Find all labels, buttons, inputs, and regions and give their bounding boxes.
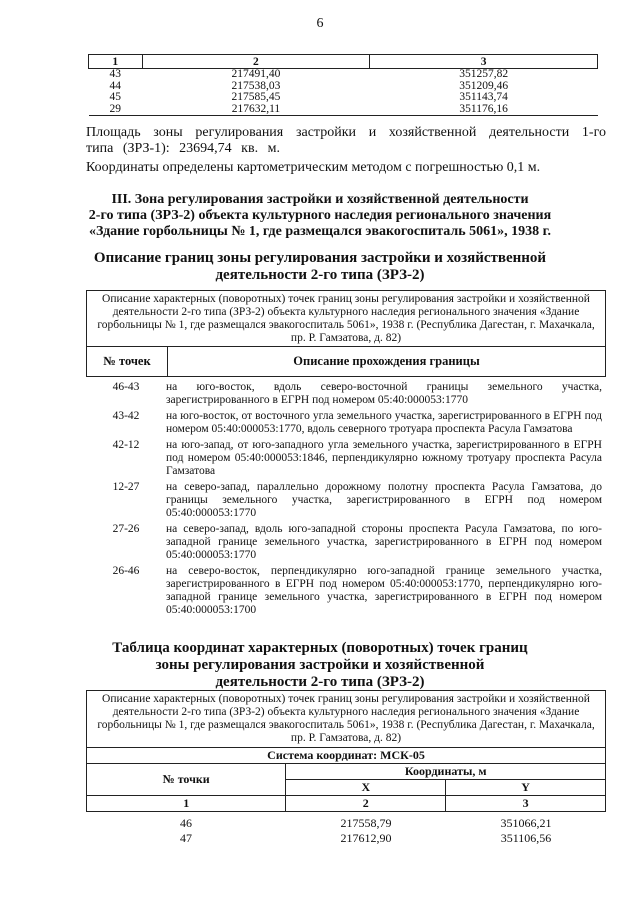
list-item — [86, 565, 606, 617]
segment-description: на северо-запад, вдоль юго-западной стороны проспекта Расула Гамзатова, по юго-западной границе земельного участка, зарегистрированного в ЕГРН под номером 05:40:000053:1770 — [166, 523, 602, 561]
point-number: 46 — [180, 816, 192, 830]
description-caption-box — [86, 290, 606, 347]
y-value: 351106,56 — [500, 831, 552, 845]
table-cell: 351209,46 — [459, 79, 509, 92]
segment-number: 26-46 — [112, 565, 140, 577]
table-row — [89, 92, 598, 104]
top-coordinates-table — [88, 54, 598, 116]
list-item — [86, 439, 606, 478]
column-index: 3 — [446, 796, 605, 812]
x-value: 217558,79 — [340, 816, 392, 830]
table-header: 1 — [89, 55, 143, 69]
segment-description: на юго-восток, от восточного угла земельного участка, зарегистрированного в ЕГРН под номером 05:40:000053:1770, вдоль северного тротуара проспекта Расула Гамзатова — [166, 410, 602, 435]
list-item — [86, 410, 606, 436]
list-item — [86, 523, 606, 562]
y-value: 351066,21 — [500, 816, 552, 830]
x-value: 217612,90 — [340, 831, 392, 845]
column-index: 2 — [286, 796, 446, 812]
page-number: 6 — [316, 16, 324, 31]
table-cell: 45 — [109, 91, 122, 103]
points-column-header: № точек — [87, 347, 168, 376]
area-text: Площадь зоны регулирования застройки и хозяйственной деятельности 1-го типа (ЗРЗ-1): 23694,74 кв. м. — [86, 125, 606, 156]
zone-heading-line: III. Зона регулирования застройки и хозяйственной деятельности — [111, 192, 529, 207]
list-item — [86, 481, 606, 520]
column-index: 1 — [183, 796, 190, 810]
segment-number: 27-26 — [112, 523, 140, 535]
heading-line: зоны регулирования застройки и хозяйственной — [155, 657, 485, 673]
coordinates-header-grid — [87, 748, 605, 811]
coordinate-method-note: Координаты определены картометрическим методом с погрешностью 0,1 м. — [86, 160, 541, 175]
table-cell: 351143,74 — [459, 91, 508, 103]
zone-heading — [80, 192, 560, 240]
coordinates-table-heading — [80, 640, 560, 691]
table-cell: 217491,40 — [231, 68, 281, 80]
segment-number: 43-42 — [112, 410, 140, 422]
table-row — [86, 831, 606, 846]
y-column-header: Y — [446, 780, 605, 796]
table-row — [89, 69, 598, 81]
segment-number: 12-27 — [112, 481, 140, 493]
segment-number: 46-43 — [112, 381, 140, 393]
segment-description: на юго-восток, вдоль северо-восточной границы земельного участка, зарегистрированного в ЕГРН под номером 05:40:000053:1770 — [166, 381, 602, 406]
segment-description: на северо-восток, перпендикулярно юго-западной границе земельного участка, зарегистрированного в ЕГРН под номером 05:40:000053:1770, перпендикулярно юго-западной границе земельного участка, зарегистрированного в ЕГРН под номером 05:40:000053:1700 — [166, 565, 602, 616]
segment-description: на юго-запад, от юго-западного угла земельного участка, зарегистрированного в ЕГРН под номером 05:40:000053:1846, перпендикулярно южному тротуару проспекта Расула Гамзатова — [166, 439, 602, 477]
coordinates-table — [86, 690, 606, 812]
description-caption: Описание характерных (поворотных) точек границ зоны регулирования застройки и хозяйственной деятельности 2-го типа (ЗРЗ-2) объекта культурного наследия регионального значения «Здание горбольницы № 1, где размещался эвакогоспиталь 5061», 1938 г. (Республика Дагестан, г. Махачкала, пр. Р. Гамзатова, д. 82) — [97, 293, 595, 344]
heading-line: деятельности 2-го типа (ЗРЗ-2) — [215, 267, 425, 283]
boundary-description-heading — [80, 250, 560, 284]
segment-description: на северо-запад, параллельно дорожному полотну проспекта Расула Гамзатова, до границы земельного участка, зарегистрированного в ЕГРН под номером 05:40:000053:1770 — [166, 481, 602, 519]
segment-number: 42-12 — [112, 439, 140, 451]
table-row — [89, 104, 598, 116]
x-column-header: X — [286, 780, 446, 796]
point-number-header: № точки — [87, 764, 286, 796]
table-cell: 351257,82 — [459, 68, 509, 80]
description-column-header: Описание прохождения границы — [293, 354, 480, 368]
list-item — [86, 381, 606, 407]
table-row — [89, 81, 598, 93]
table-cell: 29 — [89, 104, 143, 116]
table-row — [86, 816, 606, 831]
table-cell: 44 — [109, 79, 122, 92]
description-table-header — [86, 347, 606, 377]
zone-heading-line: «Здание горбольницы № 1, где размещался эвакогоспиталь 5061», 1938 г. — [89, 224, 551, 239]
table-cell: 351176,16 — [370, 104, 598, 116]
table-cell: 217585,45 — [231, 91, 281, 103]
heading-line: Описание границ зоны регулирования застройки и хозяйственной — [93, 250, 547, 266]
zone-heading-line: 2-го типа (ЗРЗ-2) объекта культурного наследия регионального значения — [88, 208, 552, 223]
coordinates-rows — [86, 816, 606, 846]
point-number: 47 — [180, 831, 192, 845]
coordinates-header: Координаты, м — [286, 764, 605, 780]
table-cell: 217538,03 — [231, 79, 281, 92]
boundary-description-list — [86, 381, 606, 620]
table-cell: 217632,11 — [142, 104, 370, 116]
heading-line: деятельности 2-го типа (ЗРЗ-2) — [215, 674, 425, 690]
table-header: 3 — [370, 55, 598, 69]
coordinates-caption: Описание характерных (поворотных) точек границ зоны регулирования застройки и хозяйственной деятельности 2-го типа (ЗРЗ-2) объекта культурного наследия регионального значения «Здание горбольницы № 1, где размещался эвакогоспиталь 5061», 1938 г. (Республика Дагестан, г. Махачкала, пр. Р. Гамзатова, д. 82) — [87, 691, 605, 748]
coordinate-system: Система координат: МСК-05 — [87, 748, 605, 764]
table-header: 2 — [142, 55, 370, 69]
table-cell: 43 — [109, 68, 122, 80]
heading-line: Таблица координат характерных (поворотных) точек границ — [112, 640, 528, 656]
